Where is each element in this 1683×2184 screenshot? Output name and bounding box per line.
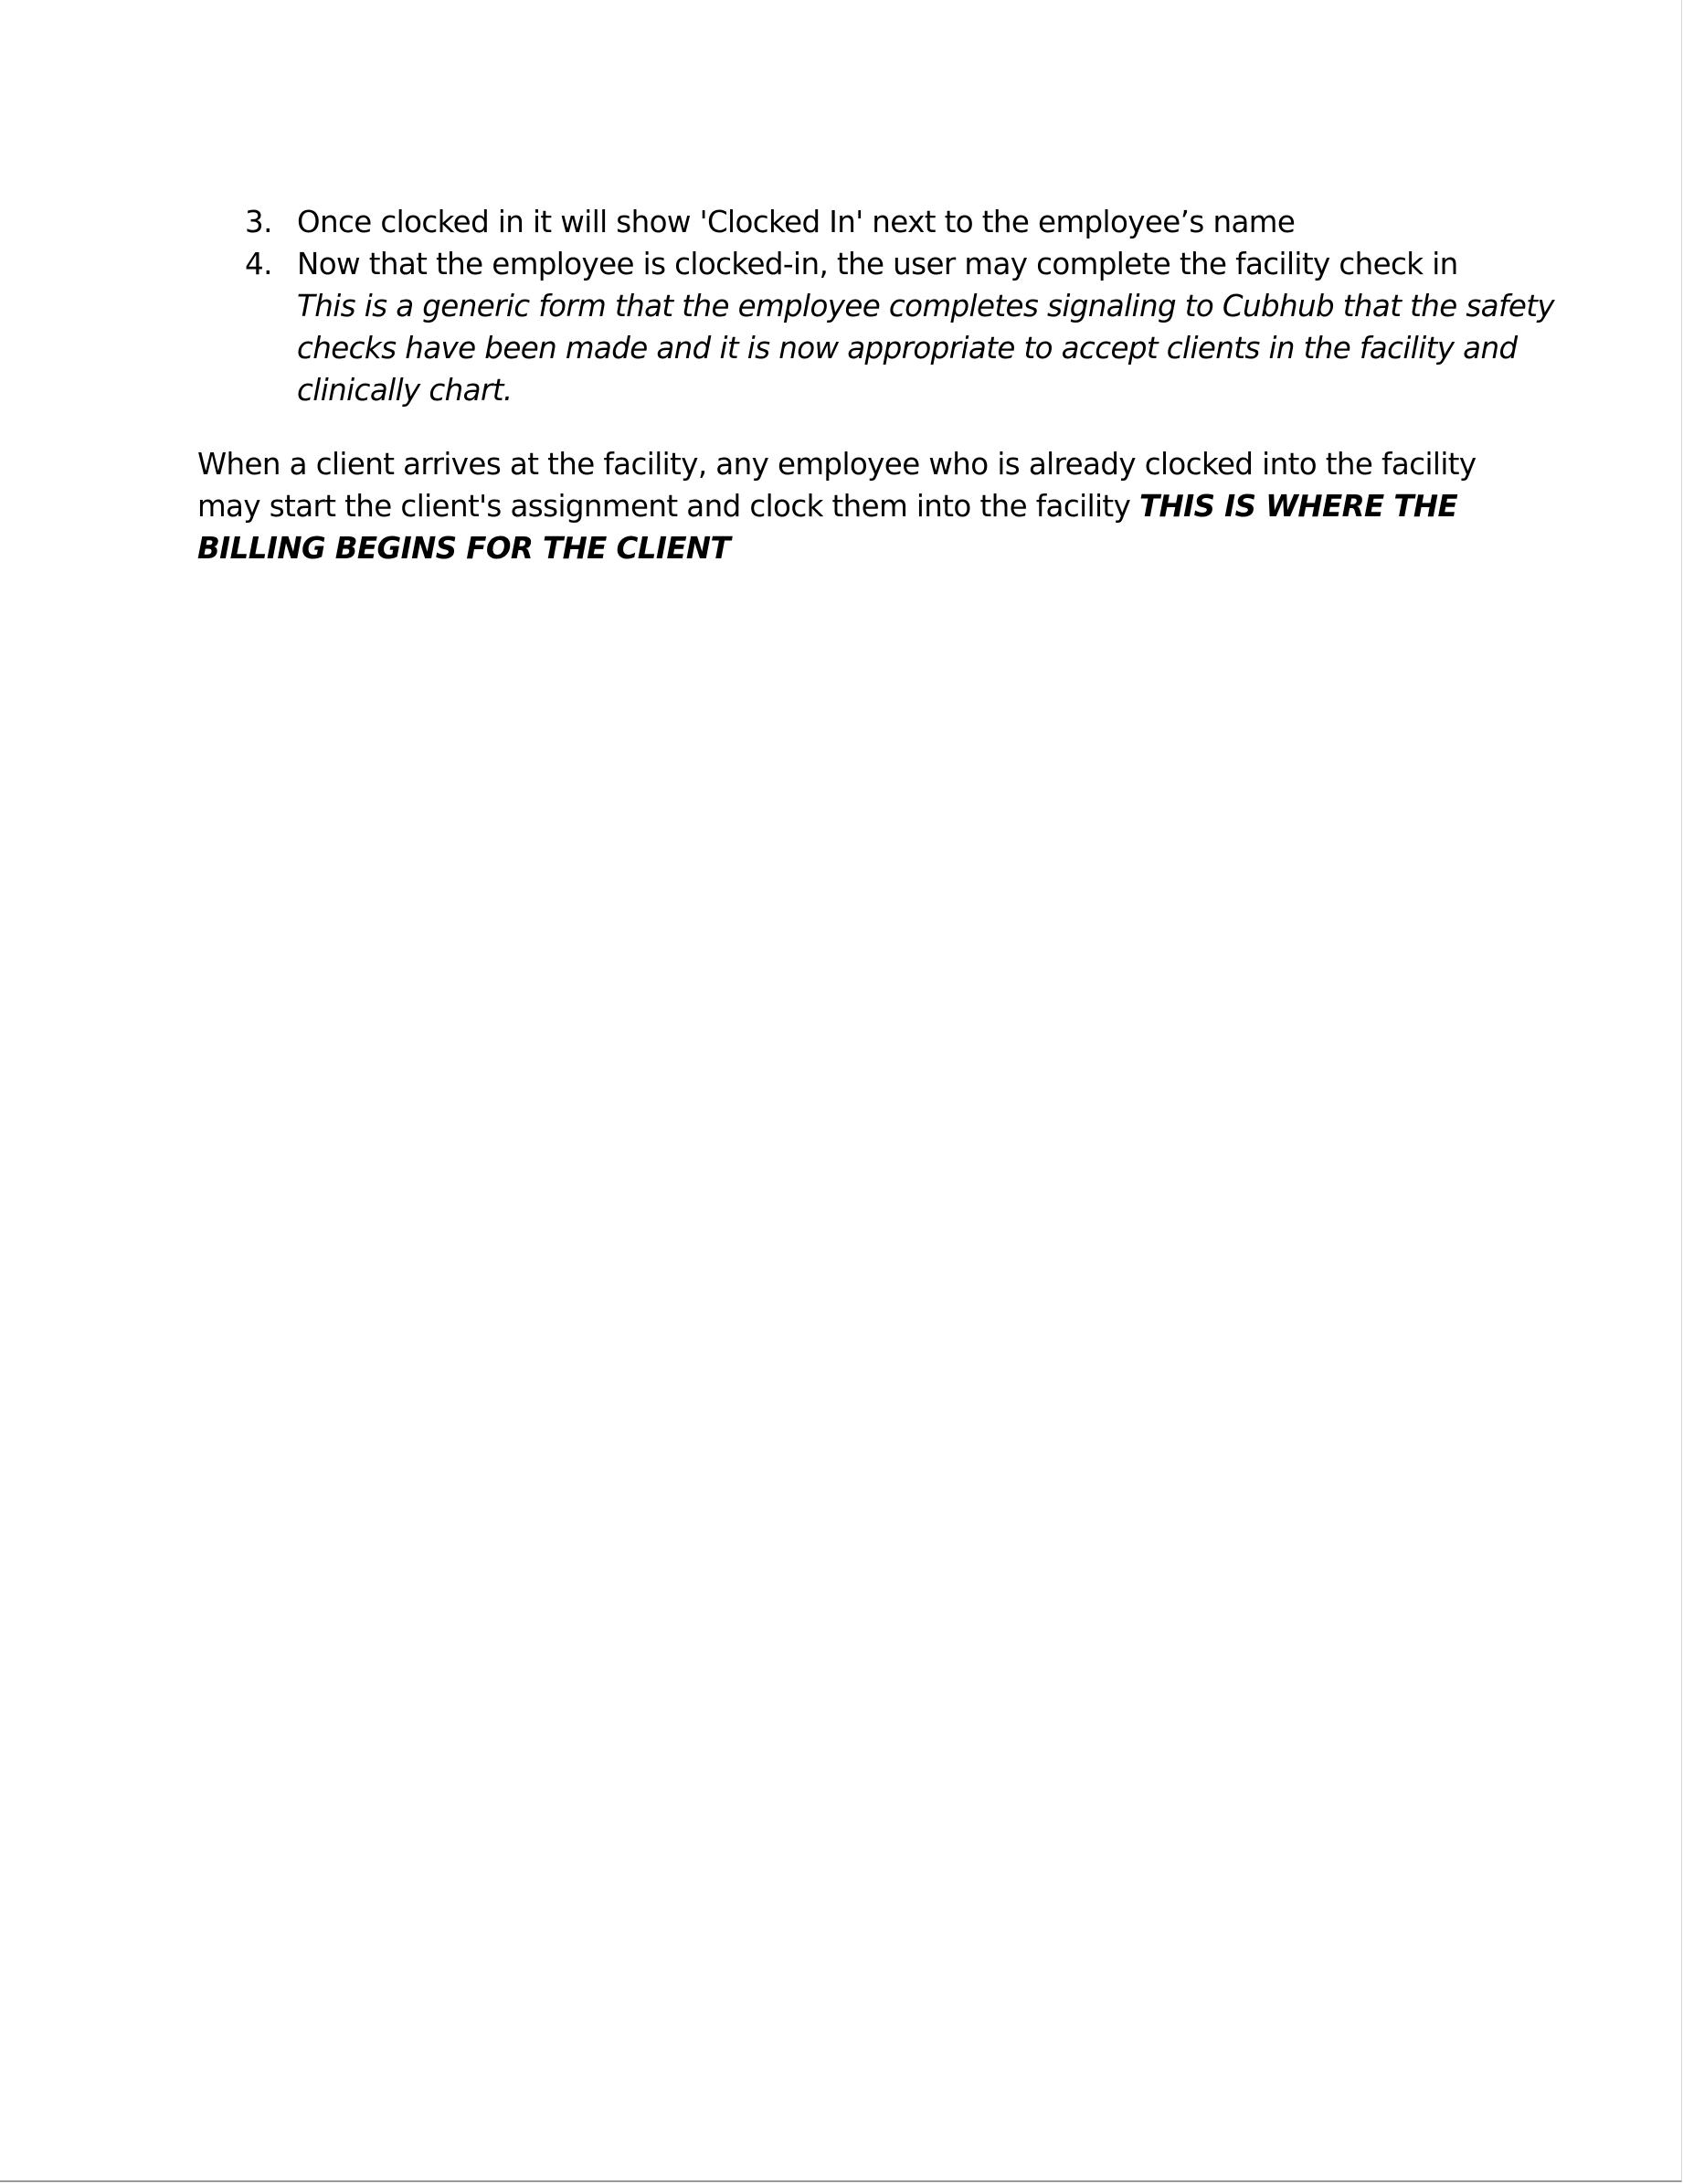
step-note-line: clinically chart. xyxy=(297,373,513,408)
step-number: 4. xyxy=(245,247,272,281)
step-number: 3. xyxy=(245,205,272,239)
paragraph-line xyxy=(197,485,1495,527)
billing-emphasis: BILLING BEGINS FOR THE CLIENT xyxy=(197,531,731,566)
step-note-line: This is a generic form that the employee completes signaling to Cubhub that the safety xyxy=(297,289,1555,323)
step-note-line: checks have been made and it is now appropriate to accept clients in the facility and xyxy=(297,331,1518,366)
list-item-step-4 xyxy=(197,243,1555,411)
paragraph-text: may start the client's assignment and clock them into the facility xyxy=(197,489,1139,524)
step-text: Now that the employee is clocked-in, the user may complete the facility check in xyxy=(297,247,1458,281)
paragraph-line: When a client arrives at the facility, any employee who is already clocked into the facility xyxy=(197,447,1477,482)
page-content xyxy=(197,201,1555,569)
step-text: Once clocked in it will show 'Clocked In' next to the employee’s name xyxy=(297,205,1296,239)
numbered-steps-list xyxy=(197,201,1555,411)
list-item-step-3 xyxy=(197,201,1495,243)
client-arrival-paragraph xyxy=(197,443,1495,569)
billing-emphasis: THIS IS WHERE THE xyxy=(1138,489,1458,524)
